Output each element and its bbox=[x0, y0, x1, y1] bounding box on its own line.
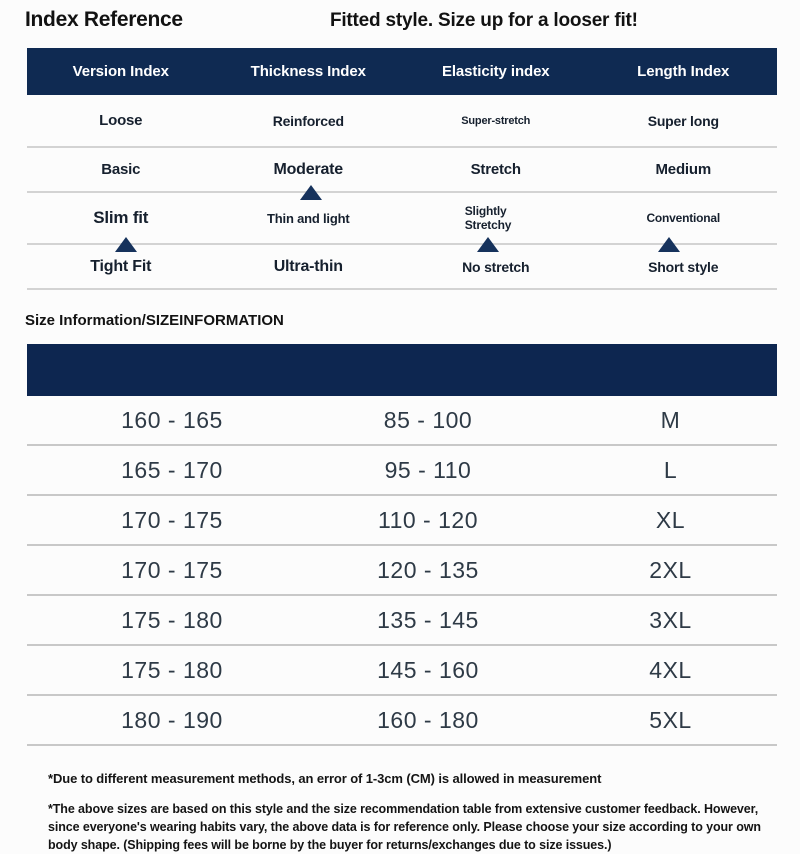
weight-range: 160 - 180 bbox=[377, 706, 479, 733]
cell-thickness-reinforced: Reinforced bbox=[272, 112, 344, 129]
size-table bbox=[27, 344, 777, 746]
weight-range: 135 - 145 bbox=[377, 606, 479, 633]
index-reference-table bbox=[27, 48, 777, 290]
cell-elasticity-super-stretch: Super-stretch bbox=[461, 114, 531, 127]
table-row-m bbox=[27, 396, 777, 446]
cell-elasticity-no-stretch: No stretch bbox=[462, 258, 530, 275]
table-row-l bbox=[27, 446, 777, 496]
thickness-marker-triangle-icon bbox=[300, 185, 322, 200]
size-label: M bbox=[660, 406, 681, 433]
table-row-2xl bbox=[27, 546, 777, 596]
size-label: 4XL bbox=[649, 656, 692, 683]
cell-length-super-long: Super long bbox=[647, 112, 719, 129]
column-header-thickness: Thickness Index bbox=[250, 63, 366, 80]
table-row-xl bbox=[27, 496, 777, 546]
cell-version-slim-fit: Slim fit bbox=[93, 208, 149, 227]
column-header-length: Length Index bbox=[637, 63, 730, 80]
height-range: 175 - 180 bbox=[121, 606, 223, 633]
column-header-version: Version Index bbox=[72, 63, 169, 80]
height-range: 175 - 180 bbox=[121, 656, 223, 683]
index-table-header-row bbox=[27, 48, 777, 95]
footnote-measurement-error: *Due to different measurement methods, an error of 1-3cm (CM) is allowed in measurement bbox=[48, 771, 602, 786]
weight-range: 110 - 120 bbox=[378, 506, 478, 533]
page-subtitle-wrap bbox=[183, 10, 785, 32]
weight-range: 95 - 110 bbox=[384, 456, 472, 483]
footnote-size-recommendation: *The above sizes are based on this style and the size recommendation table from extensive customer feedback. However, since everyone's wearing habits vary, the above data is for reference only. Please choose your size according to your own body shape. (Shipping fees will be borne by the buyer for returns/exchanges due to size issues.) bbox=[48, 802, 761, 852]
height-range: 170 - 175 bbox=[121, 506, 223, 533]
size-label: 3XL bbox=[649, 606, 692, 633]
weight-range: 85 - 100 bbox=[383, 406, 473, 433]
cell-thickness-moderate: Moderate bbox=[273, 160, 344, 178]
table-row-5xl bbox=[27, 696, 777, 746]
height-range: 160 - 165 bbox=[121, 406, 223, 433]
cell-length-short-style: Short style bbox=[648, 258, 719, 275]
footnotes bbox=[48, 771, 760, 854]
size-label: 5XL bbox=[649, 706, 692, 733]
cell-elasticity-stretch: Stretch bbox=[470, 161, 521, 178]
cell-length-conventional: Conventional bbox=[646, 211, 721, 225]
cell-thickness-ultra-thin: Ultra-thin bbox=[273, 257, 343, 275]
cell-length-medium: Medium bbox=[655, 161, 711, 178]
size-information-heading: Size Information/SIZEINFORMATION bbox=[25, 312, 284, 329]
page-subtitle: Fitted style. Size up for a looser fit! bbox=[329, 10, 638, 31]
table-row-3xl bbox=[27, 596, 777, 646]
size-label: L bbox=[663, 456, 678, 483]
index-table-row-1 bbox=[27, 95, 777, 148]
cell-version-loose: Loose bbox=[99, 112, 143, 129]
size-table-header-bar bbox=[27, 344, 777, 396]
weight-range: 145 - 160 bbox=[377, 656, 479, 683]
page-title: Index Reference bbox=[25, 8, 183, 31]
weight-range: 120 - 135 bbox=[377, 556, 479, 583]
version-marker-triangle-icon bbox=[115, 237, 137, 252]
height-range: 165 - 170 bbox=[121, 456, 223, 483]
size-label: XL bbox=[655, 506, 686, 533]
index-table-row-2 bbox=[27, 148, 777, 193]
length-marker-triangle-icon bbox=[658, 237, 680, 252]
size-label: 2XL bbox=[649, 556, 692, 583]
cell-version-tight-fit: Tight Fit bbox=[90, 257, 152, 275]
cell-elasticity-slightly-stretchy: Slightly Stretchy bbox=[464, 203, 512, 232]
page-header bbox=[25, 8, 785, 38]
height-range: 180 - 190 bbox=[121, 706, 223, 733]
cell-version-basic: Basic bbox=[101, 161, 141, 178]
elasticity-marker-triangle-icon bbox=[477, 237, 499, 252]
table-row-4xl bbox=[27, 646, 777, 696]
cell-thickness-thin-and-light: Thin and light bbox=[267, 210, 350, 226]
height-range: 170 - 175 bbox=[121, 556, 223, 583]
column-header-elasticity: Elasticity index bbox=[441, 63, 550, 80]
